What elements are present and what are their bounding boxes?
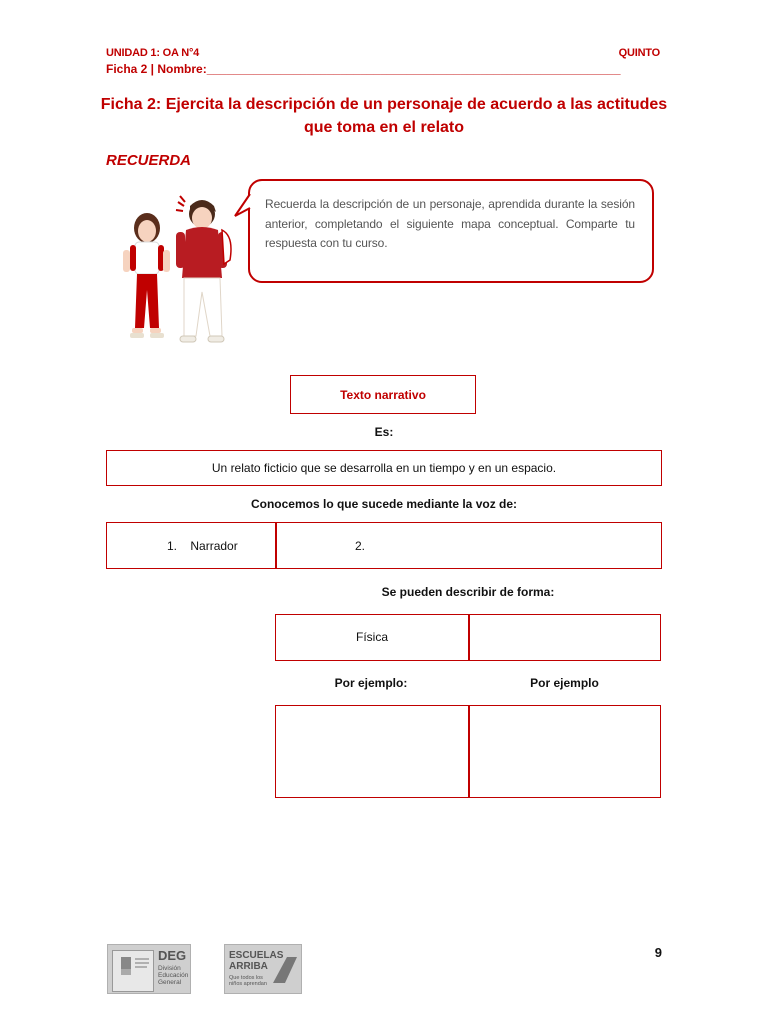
- definition-box: [106, 450, 662, 486]
- example-left-label: Por ejemplo:: [334, 676, 408, 690]
- voice-item-1-num: 1.: [167, 539, 178, 553]
- recuerda-heading: RECUERDA: [106, 152, 192, 169]
- ministry-seal: [112, 950, 154, 992]
- describe-table: [275, 614, 661, 661]
- example-table: [275, 705, 661, 798]
- describe-divider: [468, 615, 470, 660]
- students-illustration: [110, 190, 250, 350]
- voice-label: Conocemos lo que sucede mediante la voz de:: [250, 497, 518, 511]
- voice-item-1: [167, 539, 238, 553]
- deg-logo-title: DEG: [158, 948, 187, 963]
- voice-item-1-label: Narrador: [190, 539, 238, 553]
- name-line: Ficha 2 | Nombre:______________________________________________________________: [106, 62, 621, 76]
- example-divider: [468, 706, 470, 797]
- girl-figure: [123, 213, 170, 338]
- example-right-label: Por ejemplo: [530, 676, 599, 690]
- title-line-1: Ficha 2: Ejercita la descripción de un personaje de acuerdo a las actitudes: [100, 96, 668, 113]
- top-box: [290, 375, 476, 414]
- definition-text: Un relato ficticio que se desarrolla en un tiempo y en un espacio.: [211, 461, 557, 475]
- bubble-tail: [233, 190, 253, 220]
- grade-label: QUINTO: [618, 47, 660, 59]
- escuelas-arriba-logo: [224, 944, 302, 994]
- unit-label: UNIDAD 1: OA N°4: [106, 47, 200, 59]
- voice-table: [106, 522, 662, 569]
- voice-divider: [275, 523, 277, 568]
- title-line-2: que toma en el relato: [303, 119, 465, 136]
- voice-item-2-num: 2.: [355, 539, 366, 553]
- deg-logo: [107, 944, 191, 994]
- bubble-text: Recuerda la descripción de un personaje, aprendida durante la sesión anterior, completando el siguiente mapa conceptual. Comparte tu respuesta con tu curso.: [265, 197, 635, 250]
- escuelas-logo-title: ESCUELAS ARRIBA: [229, 950, 284, 972]
- page-number: 9: [654, 945, 662, 960]
- describe-label: Se pueden describir de forma:: [381, 585, 555, 599]
- es-label: Es:: [374, 425, 394, 439]
- escuelas-logo-sub: Que todos los niños aprendan: [229, 975, 267, 987]
- page-title: [100, 93, 668, 139]
- boy-figure: [176, 196, 231, 342]
- escuelas-arrow-icon: [271, 953, 299, 987]
- top-box-label: Texto narrativo: [340, 387, 426, 402]
- describe-left-cell: Física: [355, 630, 388, 644]
- deg-logo-sub: División Educación General: [158, 965, 189, 986]
